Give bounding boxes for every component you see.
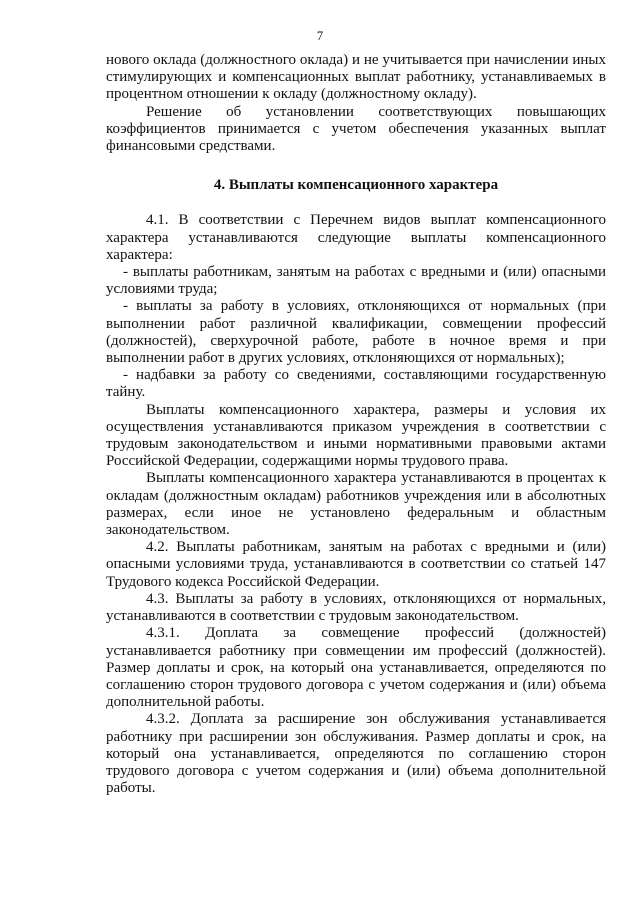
section-heading: 4. Выплаты компенсационного характера [213,177,499,194]
paragraph-compensation-percent: Выплаты компенсационного характера устанавливаются в процентах к окладам (должностным окладам) работников учреждения или в абсолютных размерах, если иное не установлено федеральным и областным законодательством. [106,470,606,539]
intro-paragraph: Решение об установлении соответствующих повышающих коэффициентов принимается с учетом обеспечения указанных выплат финансовыми средствами. [106,103,606,155]
paragraph-4-2: 4.2. Выплаты работникам, занятым на работах с вредными и (или) опасными условиями труда, устанавливаются в соответствии со статьей 147 Трудового кодекса Российской Федерации. [106,539,606,590]
paragraph-compensation-order: Выплаты компенсационного характера, размеры и условия их осуществления устанавливаются приказом учреждения в соответствии с трудовым законодательством и иными нормативными правовыми актами Российской Федерации, содержащими нормы трудового права. [106,401,606,470]
paragraph-4-3-1: 4.3.1. Доплата за совмещение профессий (должностей) устанавливается работнику при совмещении им профессий (должностей). Размер доплаты и срок, на который она устанавливается, определяются по соглашению сторон трудового договора с учетом содержания и (или) объема дополнительной работы. [106,625,606,711]
list-item-state-secret: - надбавки за работу со сведениями, составляющими государственную тайну. [106,367,606,401]
intro-paragraph: нового оклада (должностного оклада) и не учитывается при начислении иных стимулирующих и компенсационных выплат работнику, устанавливаемых в процентном отношении к окладу (должностному окладу). [106,52,606,103]
list-item-hazardous-conditions: - выплаты работникам, занятым на работах с вредными и (или) опасными условиями труда; [106,264,606,298]
list-item-deviating-conditions: - выплаты за работу в условиях, отклоняющихся от нормальных (при выполнении работ различной квалификации, совмещении профессий (должностей), сверхурочной работе, работе в ночное время и при выполнении работ в других условиях, отклоняющихся от нормальных); [106,298,606,367]
page-number: 7 [316,29,324,43]
paragraph-4-3: 4.3. Выплаты за работу в условиях, отклоняющихся от нормальных, устанавливаются в соответствии с трудовым законодательством. [106,590,606,625]
paragraph-4-1: 4.1. В соответствии с Перечнем видов выплат компенсационного характера устанавливаются следующие выплаты компенсационного характера: [106,212,606,263]
paragraph-4-3-2: 4.3.2. Доплата за расширение зон обслуживания устанавливается работнику при расширении зон обслуживания. Размер доплаты и срок, на который она устанавливается, определяются по соглашению сторон трудового договора с учетом содержания и (или) объема дополнительной работы. [106,711,606,797]
document-body [106,52,606,797]
